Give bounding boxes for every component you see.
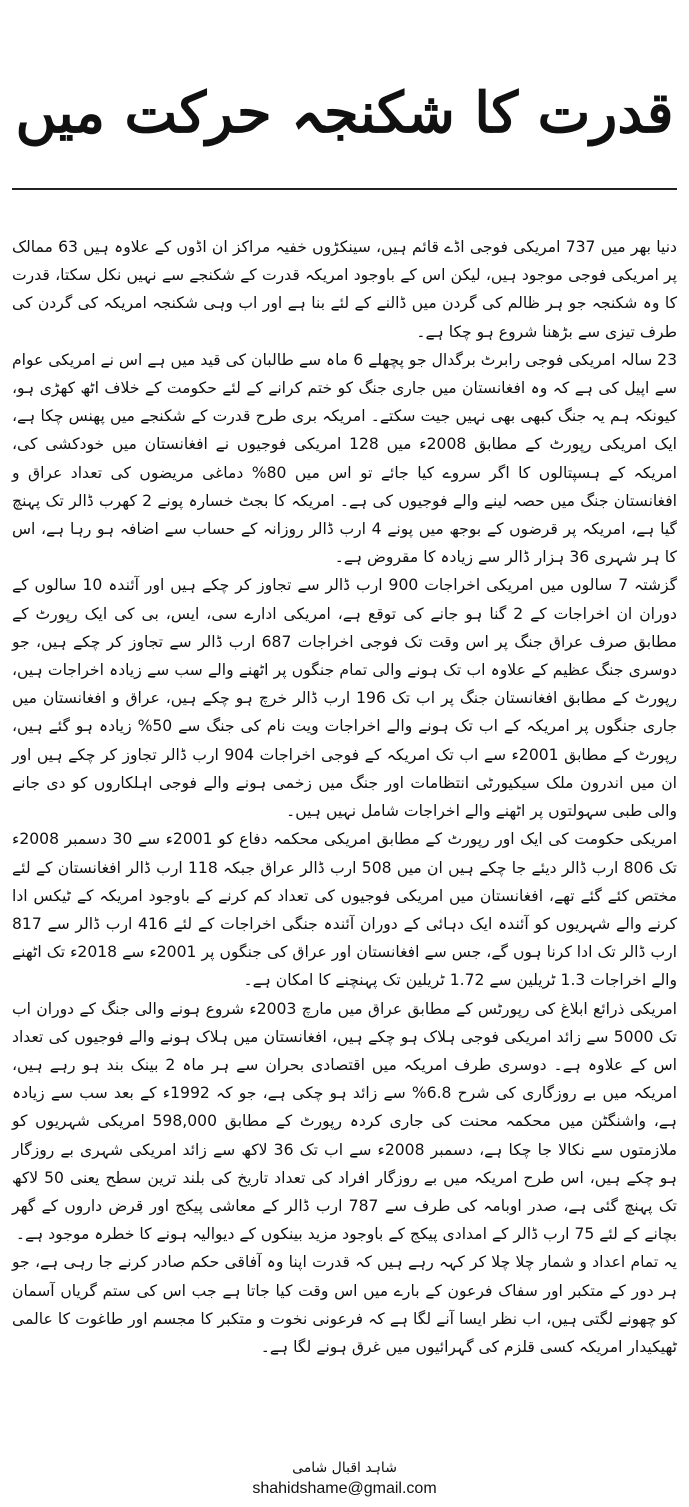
- paragraph: دنیا بھر میں 737 امریکی فوجی اڈے قائم ہیں، سینکڑوں خفیہ مراکز ان اڈوں کے علاوہ ہیں 63 ممالک پر امریکی فوجی موجود ہیں، لیکن اس کے باوجود امریکہ قدرت کے شکنجے سے نہیں نکل سکتا، قدرت کا وہ شکنجہ جو ہر ظالم کی گردن میں ڈالنے کے لئے بنا ہے اور اب وہی شکنجہ امریکہ کی گردن کی طرف تیزی سے بڑھنا شروع ہو چکا ہے۔: [12, 238, 677, 341]
- paragraph: یہ تمام اعداد و شمار چلا چلا کر کہہ رہے ہیں کہ قدرت اپنا وہ آفاقی حکم صادر کرنے جا رہی ہے، جو ہر دور کے متکبر اور سفاک فرعون کے بارے میں اس وقت کیا جاتا ہے جب اس کی ستم گریاں آسمان کو چھونے لگتی ہیں، اب نظر ایسا آنے لگا ہے کہ فرعونی نخوت و متکبر کا مجسم اور طاغوت کا عالمی ٹھیکیدار امریکہ کسی قلزم کی گہرائیوں میں غرق ہونے لگا ہے۔: [12, 1253, 677, 1356]
- paragraph: امریکی ذرائع ابلاغ کی رپورٹس کے مطابق عراق میں مارچ 2003ء شروع ہونے والی جنگ کے دوران اب تک 5000 سے زائد امریکی فوجی ہلاک ہو چکے ہیں، افغانستان میں ہلاک ہونے والے فوجیوں کی تعداد اس کے علاوہ ہے۔ دوسری طرف امریکہ میں اقتصادی بحران سے ہر ماہ 2 بینک بند ہو رہے ہیں، امریکہ میں بے روزگاری کی شرح 6.8% سے زائد ہو چکی ہے، جو کہ 1992ء کے بعد سب سے زیادہ ہے، واشنگٹن میں محکمہ محنت کی جاری کردہ رپورٹ کے مطابق 598,000 امریکی شہریوں کو ملازمتوں سے نکالا جا چکا ہے، دسمبر 2008ء سے اب تک 36 لاکھ سے زائد امریکی شہری بے روزگار ہو چکے ہیں، اس طرح امریکہ میں بے روزگار افراد کی تعداد تاریخ کی بلند ترین سطح یعنی 50 لاکھ تک پہنچ گئی ہے، صدر اوبامہ کی طرف سے 787 ارب ڈالر کے معاشی پیکج اور قرض داروں کے گھر بچانے کے لئے 75 ارب ڈالر کے امدادی پیکج کے باوجود مزید بینکوں کے دیوالیہ ہونے کا خطرہ موجود ہے۔: [12, 999, 678, 1244]
- author-name: شاہد اقبال شامی: [292, 1459, 397, 1476]
- headline: قدرت کا شکنجہ حرکت میں: [12, 38, 677, 190]
- article-page: [0, 38, 689, 1507]
- author-email: shahidshame@gmail.com: [252, 1479, 437, 1497]
- paragraph: امریکی حکومت کی ایک اور رپورٹ کے مطابق امریکی محکمہ دفاع کو 2001ء سے 30 دسمبر 2008ء تک 806 ارب ڈالر دیئے جا چکے ہیں ان میں 508 ارب ڈالر عراق جبکہ 118 ارب ڈالر افغانستان کے لئے مختص کئے گئے تھے، افغانستان میں امریکی فوجیوں کی تعداد کم کرنے کے باوجود امریکہ کے ٹیکس ادا کرنے والے شہریوں کو آئندہ ایک دہائی کے دوران آئندہ جنگی اخراجات کے لئے 416 ارب ڈالر سے 817 ارب ڈالر تک ادا کرنا ہوں گے، جس سے افغانستان اور عراق کی جنگوں پر 2001ء سے 2018ء تک اٹھنے والے اخراجات 1.3 ٹریلین سے 1.72 ٹریلین تک پہنچنے کا امکان ہے۔: [12, 830, 678, 990]
- article-body: [12, 227, 677, 1361]
- paragraph: گزشتہ 7 سالوں میں امریکی اخراجات 900 ارب ڈالر سے تجاوز کر چکے ہیں اور آئندہ 10 سالوں کے دوران ان اخراجات کے 2 گنا ہو جانے کی توقع ہے، امریکی ادارے سی، ایس، بی کی ایک رپورٹ کے مطابق صرف عراق جنگ پر اس وقت تک فوجی اخراجات 687 ارب ڈالر سے تجاوز کر چکے ہیں، جو دوسری جنگ عظیم کے علاوہ اب تک ہونے والی تمام جنگوں پر اٹھنے والے سب سے زیادہ اخراجات ہیں، رپورٹ کے مطابق افغانستان جنگ پر اب تک 196 ارب ڈالر خرچ ہو چکے ہیں، عراق و افغانستان میں جاری جنگوں پر امریکہ کے اب تک ہونے والے اخراجات ویت نام کی جنگ سے 50% زیادہ ہو گئے ہیں، رپورٹ کے مطابق 2001ء سے اب تک امریکہ کے فوجی اخراجات 904 ارب ڈالر تجاوز کر چکے ہیں اور ان میں اندرون ملک سیکیورٹی انتظامات اور جنگ میں زخمی ہونے والے فوجی اہلکاروں کو دی جانے والی طبی سہولتوں پر اٹھنے والے اخراجات شامل نہیں ہیں۔: [12, 576, 677, 821]
- paragraph: 23 سالہ امریکی فوجی رابرٹ برگدال جو پچھلے 6 ماہ سے طالبان کی قید میں ہے اس نے امریکی عوام سے اپیل کی ہے کہ وہ افغانستان میں جاری جنگ کو ختم کرانے کے لئے حکومت کے خلاف اٹھ کھڑی ہو، کیونکہ ہم یہ جنگ کبھی بھی نہیں جیت سکتے۔ امریکہ بری طرح قدرت کے شکنجے میں پھنس چکا ہے، ایک امریکی رپورٹ کے مطابق 2008ء میں 128 امریکی فوجیوں نے افغانستان میں خودکشی کی، امریکہ کے ہسپتالوں کا اگر سروے کیا جائے تو اس میں 80% دماغی مریضوں کی تعداد عراق و افغانستان جنگ میں حصہ لینے والے فوجیوں کی ہے۔ امریکہ کا بجٹ خسارہ پونے 2 کھرب ڈالر تک پہنچ گیا ہے، امریکہ پر قرضوں کے بوجھ میں پونے 4 ارب ڈالر روزانہ کے حساب سے اضافہ ہو رہا ہے، اس کا ہر شہری 36 ہزار ڈالر سے زیادہ کا مقروض ہے۔: [11, 350, 678, 567]
- byline: [0, 1458, 689, 1500]
